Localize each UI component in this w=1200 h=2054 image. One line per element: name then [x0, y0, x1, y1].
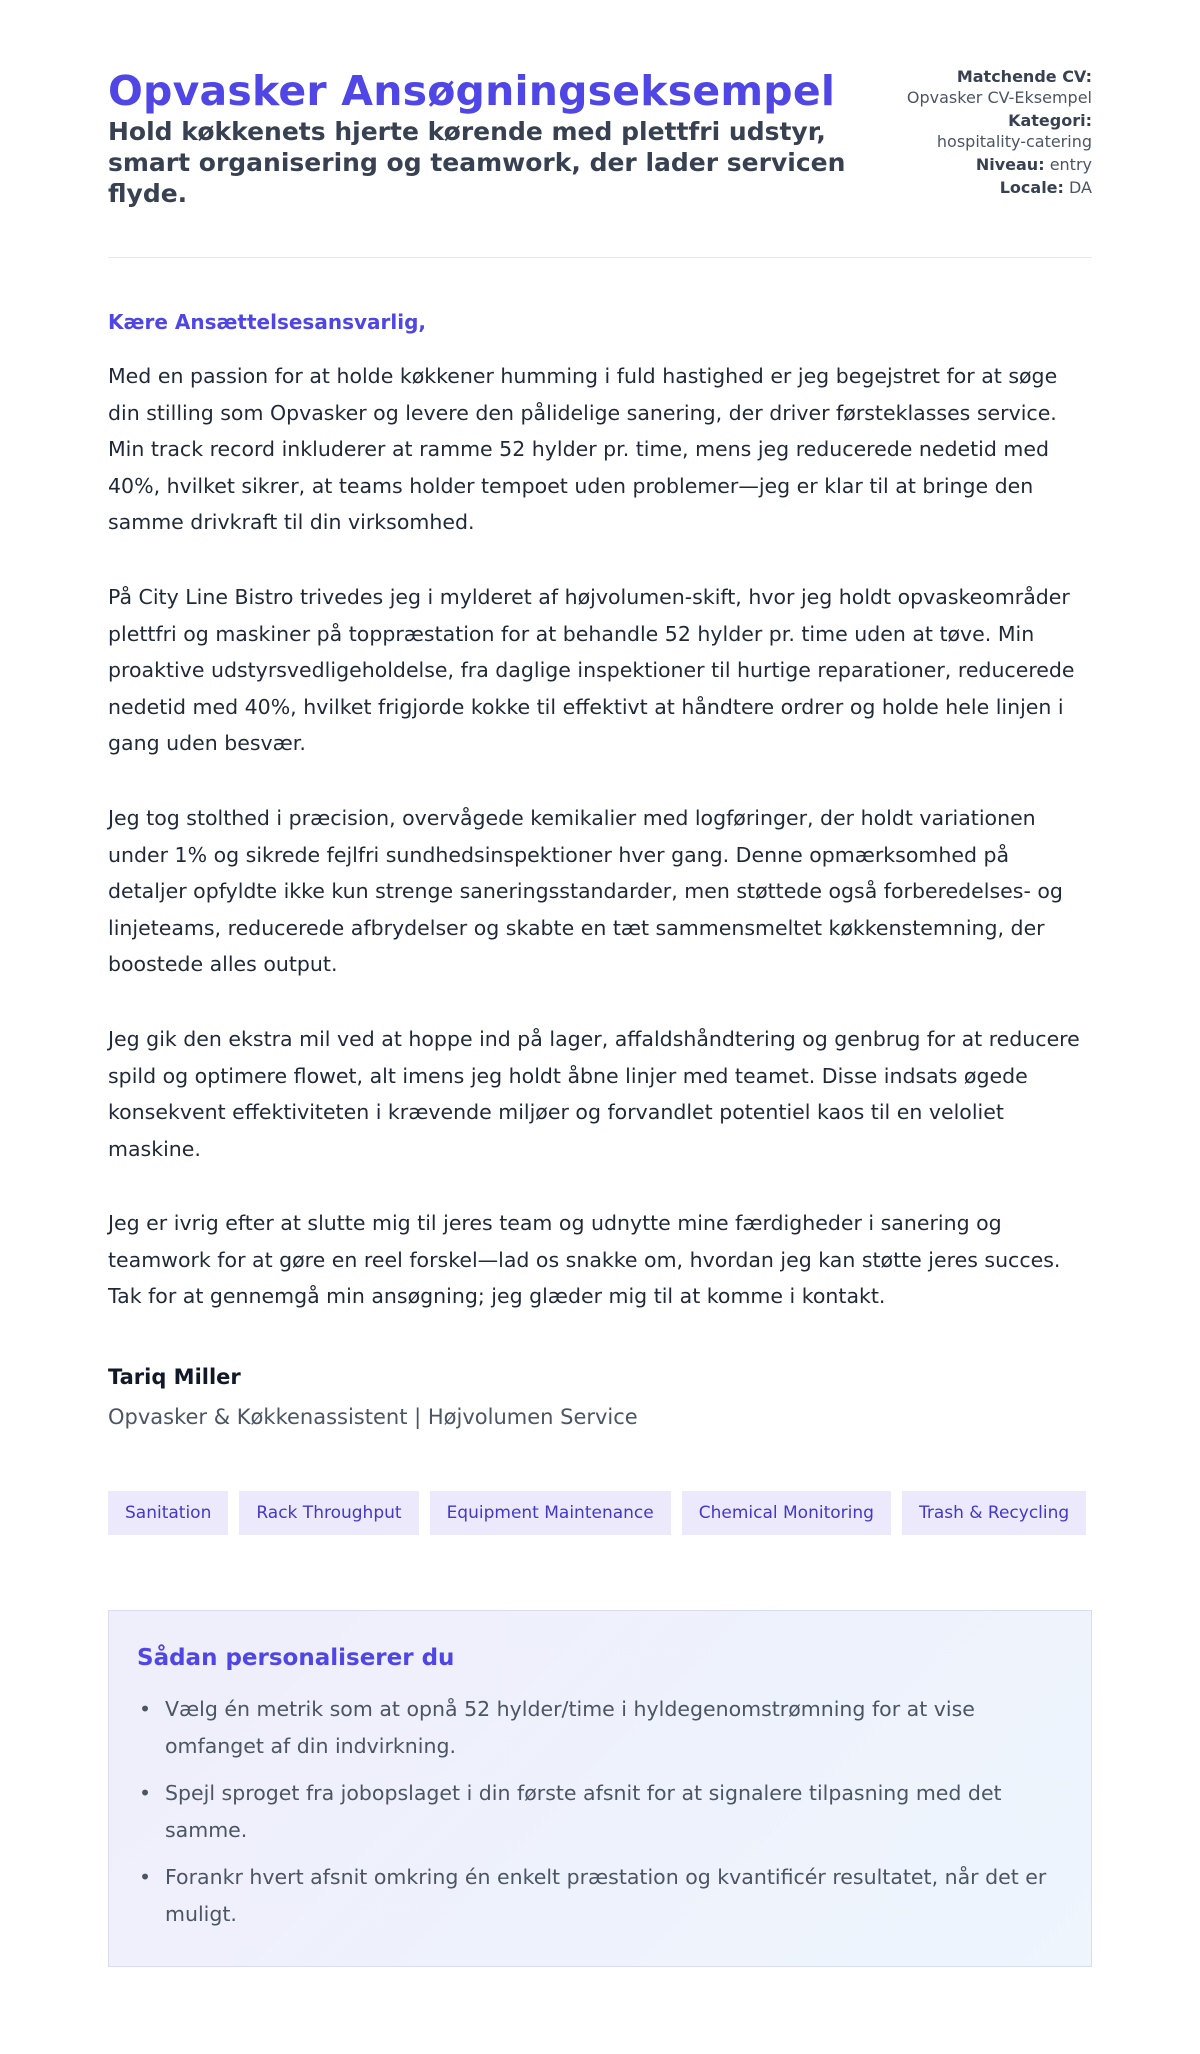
meta-level-label: Niveau: — [975, 155, 1045, 174]
meta-level-value: entry — [1049, 155, 1092, 174]
meta-level — [892, 154, 1092, 175]
letter-paragraphs — [108, 358, 1092, 1315]
meta-panel — [892, 66, 1092, 209]
skill-tag: Chemical Monitoring — [682, 1491, 891, 1535]
page-title: Opvasker Ansøgningseksempel — [108, 67, 836, 115]
letter-body — [108, 310, 1092, 1315]
signature-name: Tariq Miller — [108, 1365, 241, 1390]
tips-item: • Vælg én metrik som at opnå 52 hylder/time i hyldegenomstrømning for at vise omfanget af din indvirkning. — [137, 1691, 1063, 1765]
letter-paragraph: Jeg er ivrig efter at slutte mig til jeres team og udnytte mine færdigheder i sanering og teamwork for at gøre en reel forskel—lad os snakke om, hvordan jeg kan støtte jeres succes. Tak for at gennemgå min ansøgning; jeg glæder mig til at komme i kontakt. — [108, 1211, 1061, 1309]
meta-category-value: hospitality-catering — [936, 132, 1092, 151]
meta-locale — [892, 177, 1092, 198]
header-titles — [108, 66, 878, 209]
letter-paragraph: Jeg tog stolthed i præcision, overvågede kemikalier med logføringer, der holdt variationen under 1% og sikrede fejlfri sundhedsinspektioner hver gang. Denne opmærksomhed på detaljer opfyldte ikke kun strenge saneringsstandarder, men støttede også forberedelses- og linjeteams, reducerede afbrydelser og skabte en tæt sammensmeltet køkkenstemning, der boostede alles output. — [108, 805, 1063, 977]
tips-item: • Spejl sproget fra jobopslaget i din første afsnit for at signalere tilpasning med det samme. — [137, 1775, 1063, 1849]
skill-tag: Equipment Maintenance — [430, 1491, 671, 1535]
meta-cv-value: Opvasker CV-Eksempel — [906, 88, 1092, 107]
meta-cv-label: Matchende CV: — [956, 67, 1092, 86]
meta-locale-label: Locale: — [999, 178, 1064, 197]
page-subtitle: Hold køkkenets hjerte kørende med plettfri udstyr, smart organisering og teamwork, der lader servicen flyde. — [108, 117, 846, 208]
meta-locale-value: DA — [1069, 178, 1092, 197]
skill-tag: Sanitation — [108, 1491, 228, 1535]
tips-item: • Forankr hvert afsnit omkring én enkelt præstation og kvantificér resultatet, når det er muligt. — [137, 1859, 1063, 1933]
meta-category — [892, 110, 1092, 152]
tips-title: Sådan personaliserer du — [137, 1645, 455, 1672]
letter-paragraph: På City Line Bistro trivedes jeg i mylderet af højvolumen-skift, hvor jeg holdt opvaskeområder plettfri og maskiner på toppræstation for at behandle 52 hylder pr. time uden at tøve. Min proaktive udstyrsvedligeholdelse, fra daglige inspektioner til hurtige reparationer, reducerede nedetid med 40%, hvilket frigjorde kokke til effektivt at håndtere ordrer og holde hele linjen i gang uden besvær. — [108, 584, 1075, 756]
letter-paragraph: Med en passion for at holde køkkener humming i fuld hastighed er jeg begejstret for at søge din stilling som Opvasker og levere den pålidelige sanering, der driver førsteklasses service. Min track record inkluderer at ramme 52 hylder pr. time, mens jeg reducerede nedetid med 40%, hvilket sikrer, at teams holder tempoet uden problemer—jeg er klar til at bringe den samme drivkraft til din virksomhed. — [108, 364, 1058, 535]
skill-tag: Trash & Recycling — [902, 1491, 1086, 1535]
letter-greeting: Kære Ansættelsesansvarlig, — [108, 310, 426, 334]
meta-cv — [892, 66, 1092, 108]
page-header — [108, 0, 1092, 258]
letter-paragraph: Jeg gik den ekstra mil ved at hoppe ind på lager, affaldshåndtering og genbrug for at reducere spild og optimere flowet, alt imens jeg holdt åbne linjer med teamet. Disse indsats øgede konsekvent effektiviteten i krævende miljøer og forvandlet potentiel kaos til en veloliet maskine. — [108, 1026, 1080, 1161]
tips-list — [137, 1691, 1063, 1933]
meta-category-label: Kategori: — [1008, 111, 1092, 130]
signature — [108, 1363, 1092, 1431]
skill-tag: Rack Throughput — [239, 1491, 418, 1535]
signature-role: Opvasker & Køkkenassistent | Højvolumen Service — [108, 1405, 638, 1430]
personalization-tips — [108, 1610, 1092, 1967]
skill-tags — [108, 1491, 1092, 1535]
